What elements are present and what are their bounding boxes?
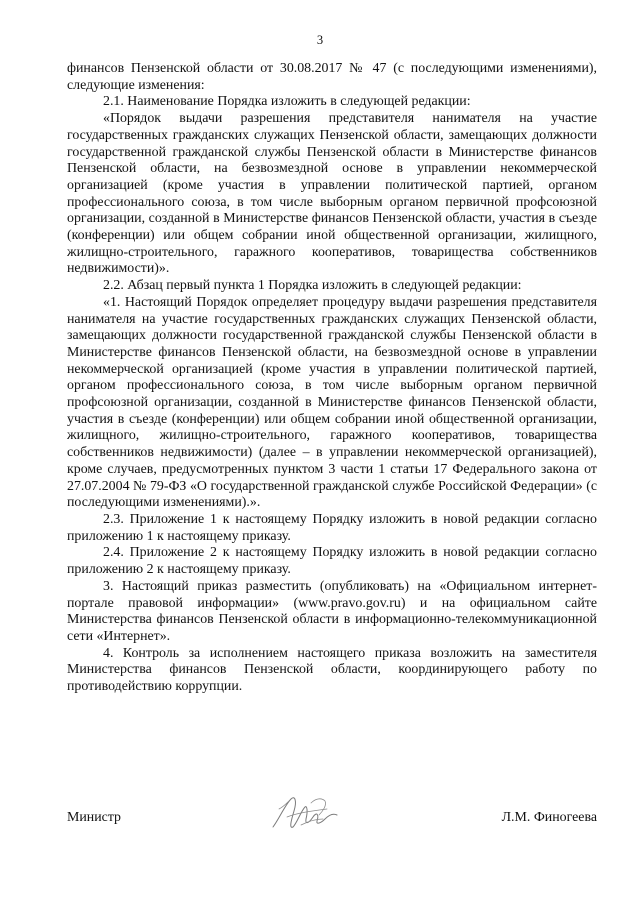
signatory-name: Л.М. Финогеева [501,810,597,825]
signature-block [67,807,597,847]
paragraph-3: 3. Настоящий приказ разместить (опубликовать) на «Официальном интернет-портале правовой информации» (www.pravo.gov.ru) и на официальном сайте Министерства финансов Пензенской области в информационно-телекоммуникационной сети «Интернет». [67,578,597,644]
paragraph-2-4: 2.4. Приложение 2 к настоящему Порядку изложить в новой редакции согласно приложению 2 к настоящему приказу. [67,545,597,578]
paragraph-4: 4. Контроль за исполнением настоящего приказа возложить на заместителя Министерства финансов Пензенской области, координирующего работу по противодействию коррупции. [67,645,597,695]
handwritten-signature [267,789,347,839]
paragraph-2-3: 2.3. Приложение 1 к настоящему Порядку изложить в новой редакции согласно приложению 1 к настоящему приказу. [67,511,597,544]
document-body [67,61,597,696]
page-number: 3 [316,33,324,47]
paragraph-2-2: 2.2. Абзац первый пункта 1 Порядка изложить в следующей редакции: [103,278,522,294]
paragraph-intro-continuation: финансов Пензенской области от 30.08.2017 № 47 (с последующими изменениями), следующие изменения: [67,61,597,93]
paragraph-2-1-quote: «Порядок выдачи разрешения представителя нанимателя на участие государственных гражданских служащих Пензенской области, замещающих должности государственной гражданской службы Пензенской области в Министерстве финансов Пензенской области, на безвозмездной основе в управлении некоммерческой организацией (кроме участия в управлении политической партией, органом профессионального союза, в том числе выборным органом первичной профсоюзной организации, созданной в Министерстве финансов Пензенской области, участия в съезде (конференции) или общем собрании иной общественной организации, жилищного, жилищно-строительного, гаражного кооперативов, товарищества собственников недвижимости)». [67,111,597,277]
signatory-position: Министр [67,810,122,825]
paragraph-2-1: 2.1. Наименование Порядка изложить в следующей редакции: [103,94,471,110]
paragraph-2-2-quote: «1. Настоящий Порядок определяет процедуру выдачи разрешения представителя нанимателя на участие государственных гражданских служащих Пензенской области, замещающих должности государственной гражданской службы Пензенской области в Министерстве финансов Пензенской области, на безвозмездной основе в управлении некоммерческой организацией (кроме участия в управлении политической партией, органом профессионального союза, в том числе выборным органом первичной профсоюзной организации, созданной в Министерстве финансов Пензенской области, участия в съезде (конференции) или общем собрании иной общественной организации, жилищного, жилищно-строительного, гаражного кооперативов, товарищества собственников недвижимости) (далее – в управлении некоммерческой организацией), кроме случаев, предусмотренных пунктом 3 части 1 статьи 17 Федерального закона от 27.07.2004 № 79-ФЗ «О государственной гражданской службе Российской Федерации» (с последующими изменениями).». [67,294,597,511]
